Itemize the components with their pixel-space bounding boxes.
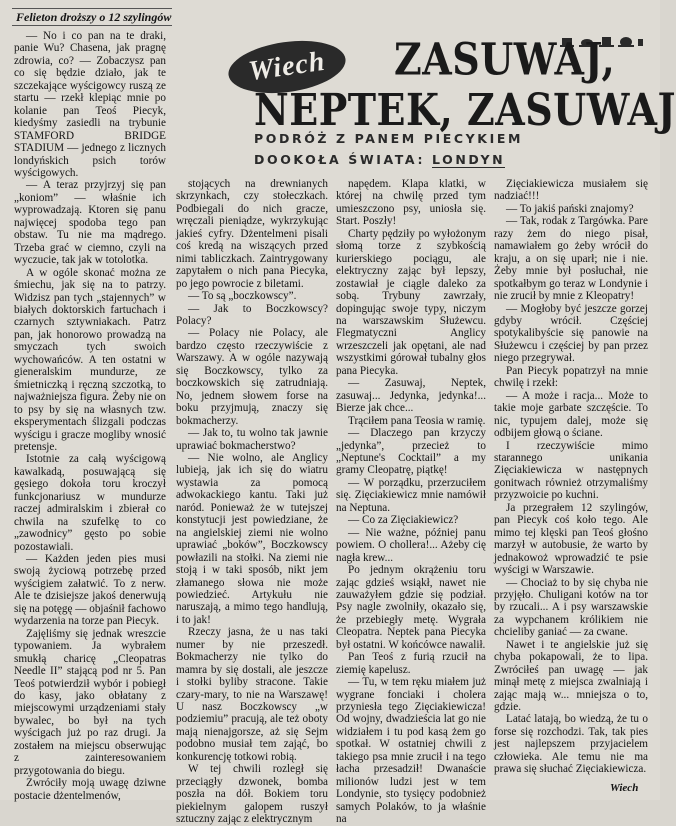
- paragraph: Charty pędziły po wyłożonym słomą torze z szybkością kurierskiego pociągu, ale elektryczny zając był lepszy, zostawiał je ciągle daleko za sobą. Trybuny zawrzały, dopingując swoje typy, niczym na warszawskim Służewcu. Flegmatyczni Anglicy wrzeszczeli jak opętani, ale nad wszystkimi górował tubalny głos pana Piecyka.: [336, 227, 486, 377]
- subheadline-line-1: PODRÓŻ Z PANEM PIECYKIEM: [254, 131, 524, 146]
- paragraph: Latać latają, bo wiedzą, że tu o forse się rozchodzi. Tak, tak pies jest najlepszem przyjacielem człowieka. Ale temu nie ma prawa się słuchać Zięciakiewicza.: [494, 713, 648, 776]
- paragraph: — Chociaż to by się chyba nie przyjęło. Chuligani kotów na tor by rzucali... A i psy warszawskie za wypchanem królikiem nie chcieliby ganiać — za cwane.: [494, 576, 648, 639]
- paragraph: Zwróciły moją uwagę dziwne postacie dżentelmenów,: [14, 777, 166, 802]
- paragraph: I rzeczywiście mimo starannego unikania Zięciakiewicza w następnych gonitwach również otrzymaliśmy przyzwoicie po kuchni.: [494, 439, 648, 502]
- paragraph: A w ogóle skonać można ze śmiechu, jak się na to patrzy. Widzisz pan tych „stajennych” w białych doktorskich fartuchach i czarnych sztywniakach. Patrz pan, jak honorowo prowadzą na smyczach tych swoich wychowańców. A ten ostatni w gieneralskim mundurze, ze śmietniczką i ręczną szczotką, to najważniejsza figura. Żeby nie on to psy by się na własnych tzw. eksperymentach ślizgali podczas wyścigu i gracze mogliby wnosić pretensje.: [14, 266, 166, 453]
- author-badge-text: Wiech: [246, 45, 328, 88]
- subheadline-line-2-lead: DOOKOŁA ŚWIATA:: [254, 152, 432, 167]
- paragraph: W tej chwili rozległ się przeciągły dzwonek, bomba poszła na dół. Bokiem toru piekielnym galopem ruszył sztuczny zając z elektrycznym: [176, 763, 328, 826]
- paragraph: — Jak to Boczkowscy? Polacy?: [176, 302, 328, 327]
- paragraph: — A teraz przyjrzyj się pan „koniom” — właśnie ich wyprowadzają. Ktoren się panu najwięcej spodoba tego pan obstaw. Tu nie ma mądrego. Trzeba grać w ciemno, czyli na wyczucie, tak jak w totolotka.: [14, 179, 166, 267]
- subheadline-city: LONDYN: [432, 152, 506, 167]
- paragraph: — A może i racja... Może to takie moje garbate szczęście. To nic, typujem dalej, może się odbijem głową o ściane.: [494, 389, 648, 440]
- subheadline: [254, 128, 644, 170]
- paragraph: — Nie ważne, później panu powiem. O chollera!... Ażeby cię nagła krew...: [336, 526, 486, 564]
- paragraph: Nawet i te angielskie już się chyba pokapowali, że to lipa. Zwróciłeś pan uwagę — jak minął metę z miejsca zwalniają i zając mają w... mniejsza o to, gdzie.: [494, 638, 648, 714]
- paragraph: — To jakiś pański znajomy?: [506, 202, 634, 215]
- headline-line-2: NEPTEK, ZASUWAJ: [254, 83, 676, 136]
- paragraph: — Dlaczego pan krzyczy „jedynka”, przecież to „Neptune's Cocktail” a my gramy Cleopatrę, piątkę!: [336, 427, 486, 477]
- paragraph: — Polacy nie Polacy, ale bardzo często rzeczywiście z Warszawy. A w ogóle nazywają się Boczkowscy, tylko za boczkowskich się zatrudniają. No, jednem słowem forse na boku przyjmują, znaczy się bokmacherzy.: [176, 327, 328, 427]
- paragraph: Zajęliśmy się jednak wreszcie typowaniem. Ja wybrałem smukłą charicę „Cleopatras Needle II” stającą pod nr 5. Pan Teoś potwierdził wybór i pobiegł do kasy, jako obłatany z miejscowymi urządzeniami stały bywalec, bo był na tych wyścigach już po raz drugi. Ja zostałem na miejscu obserwując z zainteresowaniem przygotowania do biegu.: [14, 627, 166, 777]
- headline: [254, 32, 676, 136]
- headline-line-1: ZASUWAJ,: [394, 32, 616, 85]
- paragraph: napędem. Klapa klatki, w której na chwilę przed tym umieszczono psy, uniosła się. Start. Poszły!: [336, 178, 486, 228]
- paragraph: — Zasuwaj, Neptek, zasuwaj... Jedynka, jedynka!... Bierze jak chce...: [336, 377, 486, 415]
- paragraph: Istotnie za całą wyścigową kawalkadą, posuwającą się gęsiego dokoła toru kroczył funkcjonariusz w mundurze raczej admiralskim i zbierał co chwila na szufelkę to co „zawodnicy” gęsto po sobie pozostawiali.: [14, 453, 166, 553]
- paragraph: Trąciłem pana Teosia w ramię.: [348, 414, 486, 427]
- paragraph: — Jak to, tu wolno tak jawnie uprawiać bokmacherstwo?: [176, 427, 328, 452]
- text-column-1: [14, 30, 166, 802]
- paragraph: — To są „boczkowscy”.: [188, 290, 297, 303]
- text-column-4: [494, 178, 648, 778]
- paragraph: — W porządku, przerzuciłem się. Zięciakiewicz mnie namówił na Neptuna.: [336, 476, 486, 514]
- paragraph: Ja przegrałem 12 szylingów, pan Piecyk coś koło tego. Ale mimo tej klęski pan Teoś głośno marzył w autobusie, że warto by jednakowoż wprowadzić te psie wyścigi w Warszawie.: [494, 501, 648, 577]
- paragraph: — Tak, rodak z Targówka. Pare razy żem do niego pisał, namawiałem go żeby wrócił do kraju, a on się uparł; nie i nie. Żeby mnie był posłuchał, nie spotkałbym go teraz w Londynie i nie zrucił by mnie z Kleopatry!: [494, 215, 648, 303]
- text-column-2: [176, 178, 328, 826]
- paragraph: Zięciakiewicza musiałem się nadziać!!!: [494, 178, 648, 203]
- paragraph: — Mogłoby być jeszcze gorzej gdyby wrócił. Częściej spotykalibyście się panowie na Służewcu i częściej by pan przez niego przegrywał.: [494, 302, 648, 365]
- paragraph: Rzeczy jasna, że u nas taki numer by nie przeszedł. Bokmacherzy nie tylko do mamra by się dostali, ale jeszcze i stołki byliby stracone. Takie czary-mary, to nie na Warszawę! U nasz Boczkowscy „w podziemiu” pracują, ale też oboty mają nienajgorsze, aż się Sejm podobno musiał tem zająć, bo konkurencję totkowi robią.: [176, 626, 328, 763]
- paragraph: — Nie wolno, ale Anglicy lubieją, jak ich się do wiatru wystawia za pomocą adwokackiego kantu. Taki już naród. Ponieważ że w tutejszej konstytucji jest powiedziane, że na angielskiej ziemi nie wolno uprawiać „boków”, Boczkowscy powłazili na stołki. Na ziemi nie stoją i w taki sposób, nikt jem złamanego słowa nie może powiedzieć. Artykułu nie naruszają, a mimo tego handlują, i to jak!: [176, 451, 328, 626]
- paragraph: — Co za Zięciakiewicz?: [348, 514, 459, 527]
- author-signature: Wiech: [610, 782, 639, 794]
- paragraph: stojących na drewnianych skrzynkach, czy stołeczkach. Podbiegali do nich gracze, wręczali pieniądze, wykrzykując jakieś cyfry. Dżentelmeni pisali coś kredą na wiszących przed nimi tabliczkach. Zaintrygowany zapytałem o nich pana Piecyka, po jego powrocie z biletami.: [176, 178, 328, 290]
- paragraph: Po jednym okrążeniu toru zając gdzieś wsiąkł, nawet nie zauważyłem gdzie się podział. Psy nagle zwolniły, okazało się, że przebiegły metę. Wygrała Cleopatra. Neptek pana Piecyka był ostatni. W końcówce nawalił.: [336, 564, 486, 651]
- column-rubric: Felieton droższy o 12 szylingów: [12, 8, 172, 26]
- text-column-3: [336, 178, 486, 826]
- paragraph: Pan Teoś z furią rzucił na ziemię kapelusz.: [336, 651, 486, 676]
- paragraph: — Każden jeden pies musi swoją życiową potrzebę przed wyścigiem załatwić. To z nerw. Ale te dzisiejsze jakoś denerwują się na potęgę — objaśnił fachowo wydarzenia na torze pan Piecyk.: [14, 553, 166, 628]
- paragraph: — No i co pan na te draki, panie Wu? Chasena, jak pragnę zdrowia, co? — Zobaczysz pan co się będzie działo, jak te szczekające wyścigowcy ruszą ze startu — rzekł klepiąc mnie po kolanie pan Teoś Piecyk, kiedyśmy zasiedli na trybunie STAMFORD BRIDGE STADIUM — jednego z licznych londyńskich psich torów wyścigowych.: [14, 30, 166, 179]
- subheadline-line-2: [254, 149, 644, 170]
- paragraph: — Tu, w tem ręku miałem już wygrane fonciaki i cholera przyniesła tego Zięciakiewicza! Od wojny, dwadzieścia lat go nie widziałem i tu pod kasą żem go spotkał. W ostatniej chwili z takiego psa mnie zrucił i na tego łacha przesadził! Dwanaście milionów ludzi jest w tem Londynie, sto tysięcy podobnież samych Polaków, to ja właśnie na: [336, 676, 486, 826]
- paragraph: Pan Piecyk popatrzył na mnie chwilę i rzekł:: [494, 364, 648, 390]
